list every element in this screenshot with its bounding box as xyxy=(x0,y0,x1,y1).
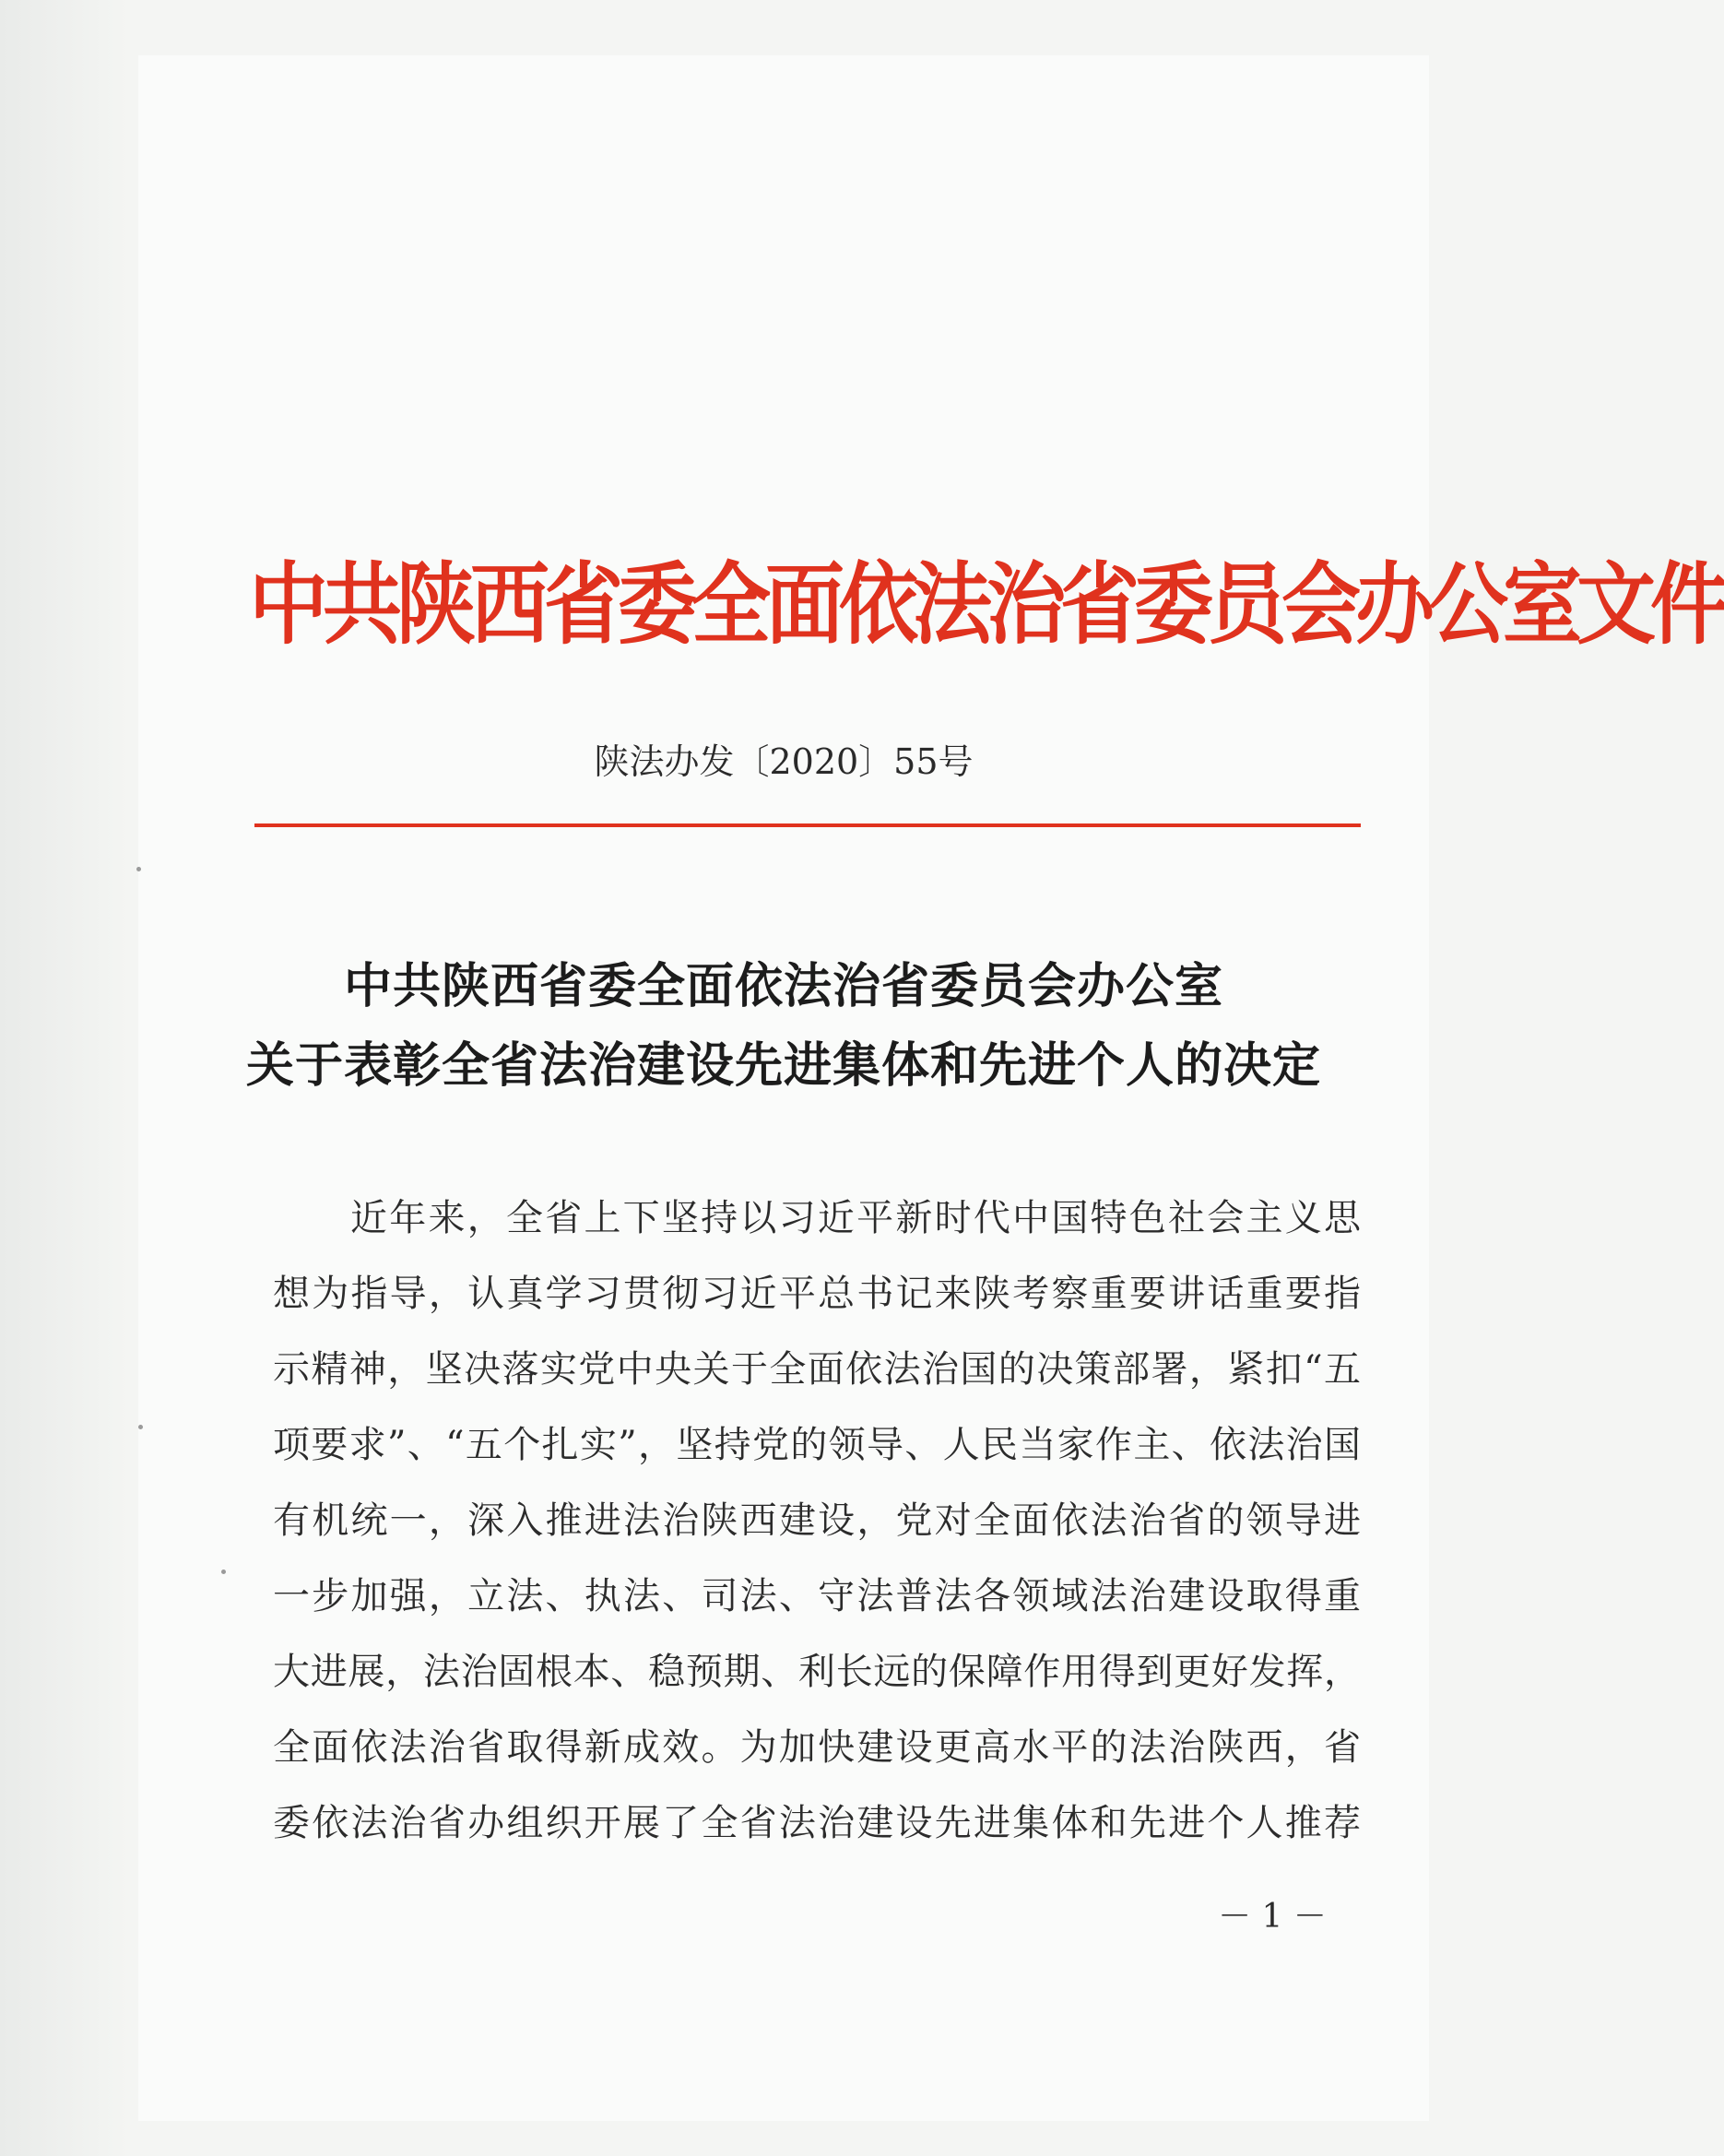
body-line: 大进展，法治固根本、稳预期、利长远的保障作用得到更好发挥， xyxy=(273,1651,1361,1693)
body-line: 委依法治省办组织开展了全省法治建设先进集体和先进个人推荐 xyxy=(273,1802,1361,1844)
body-line: 想为指导，认真学习贯彻习近平总书记来陕考察重要讲话重要指 xyxy=(273,1273,1361,1315)
binding-hole-mark xyxy=(136,867,141,871)
document-number: 陕法办发〔2020〕55号 xyxy=(594,741,974,782)
body-line: 一步加强，立法、执法、司法、守法普法各领域法治建设取得重 xyxy=(273,1575,1361,1617)
document-title-line-1: 中共陕西省委全面依法治省委员会办公室 xyxy=(343,959,1223,1014)
scan-dust-mark xyxy=(221,1570,226,1574)
body-line: 示精神，坚决落实党中央关于全面依法治国的决策部署，紧扣“五 xyxy=(273,1348,1361,1391)
body-line: 项要求”、“五个扎实”，坚持党的领导、人民当家作主、依法治国 xyxy=(273,1424,1361,1466)
page-number: － 1 － xyxy=(1218,1898,1327,1936)
binding-hole-mark xyxy=(138,1425,143,1429)
body-line: 有机统一，深入推进法治陕西建设，党对全面依法治省的领导进 xyxy=(273,1499,1361,1542)
document-title-line-2: 关于表彰全省法治建设先进集体和先进个人的决定 xyxy=(245,1038,1321,1094)
red-separator-line xyxy=(254,823,1361,827)
body-line: 全面依法治省取得新成效。为加快建设更高水平的法治陕西，省 xyxy=(273,1726,1361,1769)
red-masthead: 中共陕西省委全面依法治省委员会办公室文件 xyxy=(249,553,1724,657)
body-text xyxy=(273,1180,1361,1861)
body-line: 近年来，全省上下坚持以习近平新时代中国特色社会主义思 xyxy=(350,1197,1361,1239)
